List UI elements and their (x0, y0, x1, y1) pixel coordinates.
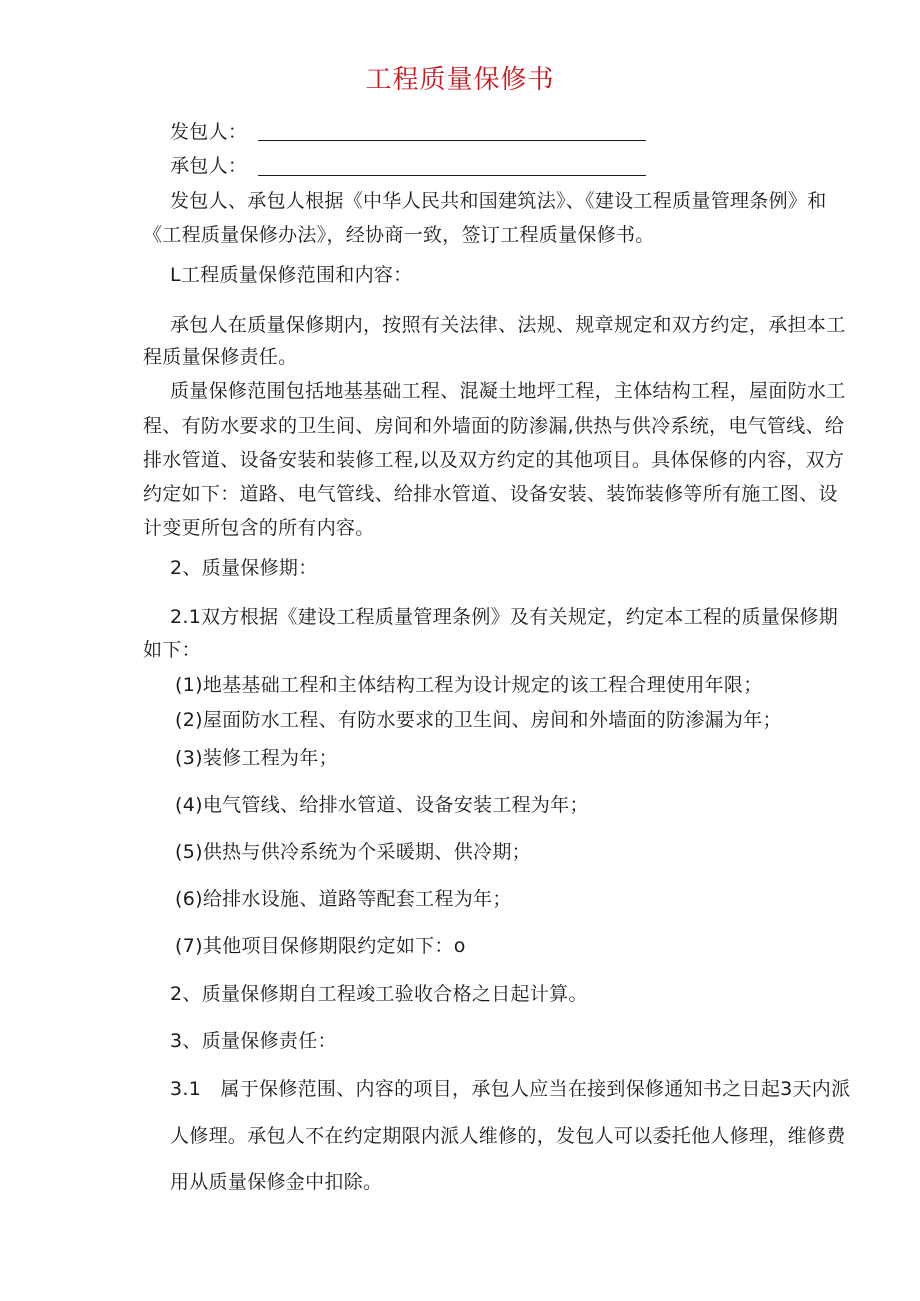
paragraph-line: 用从质量保修金中扣除。 (170, 1171, 383, 1193)
paragraph-line: 质量保修范围包括地基基础工程、混凝土地坪工程，主体结构工程，屋面防水工 (170, 380, 846, 402)
paragraph-line: 程质量保修责任。 (143, 346, 298, 368)
contractor-blank[interactable] (258, 175, 646, 176)
intro-line: 发包人、承包人根据《中华人民共和国建筑法》、《建设工程质量管理条例》和 (170, 190, 827, 212)
paragraph-line: 承包人在质量保修期内，按照有关法律、法规、规章规定和双方约定，承担本工 (170, 314, 846, 336)
paragraph-line: 程、有防水要求的卫生间、房间和外墙面的防渗漏,供热与供冷系统，电气管线、给 (143, 415, 845, 437)
list-item: (2)屋面防水工程、有防水要求的卫生间、房间和外墙面的防渗漏为年； (175, 709, 782, 731)
paragraph-line: 2.1双方根据《建设工程质量管理条例》及有关规定，约定本工程的质量保修期 (170, 606, 839, 628)
list-item: (5)供热与供冷系统为个采暖期、供冷期； (175, 841, 531, 863)
list-item: (6)给排水设施、道路等配套工程为年； (175, 888, 512, 910)
paragraph-line: 计变更所包含的所有内容。 (143, 517, 375, 539)
employer-label: 发包人： (170, 121, 248, 143)
paragraph-line: 如下： (143, 639, 201, 661)
section-heading: 2、质量保修期： (170, 557, 318, 579)
paragraph-line: 约定如下：道路、电气管线、给排水管道、设备安装、装饰装修等所有施工图、设 (143, 483, 838, 505)
contractor-label: 承包人： (170, 155, 248, 177)
section-heading: L工程质量保修范围和内容： (170, 264, 413, 286)
employer-blank[interactable] (258, 140, 646, 141)
list-item: (3)装修工程为年； (175, 747, 338, 769)
list-item: (7)其他项目保修期限约定如下：o (175, 935, 466, 957)
paragraph-line: 人修理。承包人不在约定期限内派人维修的，发包人可以委托他人修理，维修费 (170, 1125, 846, 1147)
list-item: (4)电气管线、给排水管道、设备安装工程为年； (175, 794, 589, 816)
intro-line: 《工程质量保修办法》，经协商一致，签订工程质量保修书。 (143, 224, 655, 246)
document-title: 工程质量保修书 (365, 65, 555, 95)
list-item: (1)地基基础工程和主体结构工程为设计规定的该工程合理使用年限； (175, 674, 763, 696)
paragraph-line: 排水管道、设备安装和装修工程,以及双方约定的其他项目。具体保修的内容，双方 (143, 449, 845, 471)
section-heading: 3、质量保修责任： (170, 1030, 337, 1052)
paragraph-line: 2、质量保修期自工程竣工验收合格之日起计算。 (170, 983, 588, 1005)
paragraph-line: 3.1 属于保修范围、内容的项目，承包人应当在接到保修通知书之日起3天内派 (170, 1078, 851, 1100)
